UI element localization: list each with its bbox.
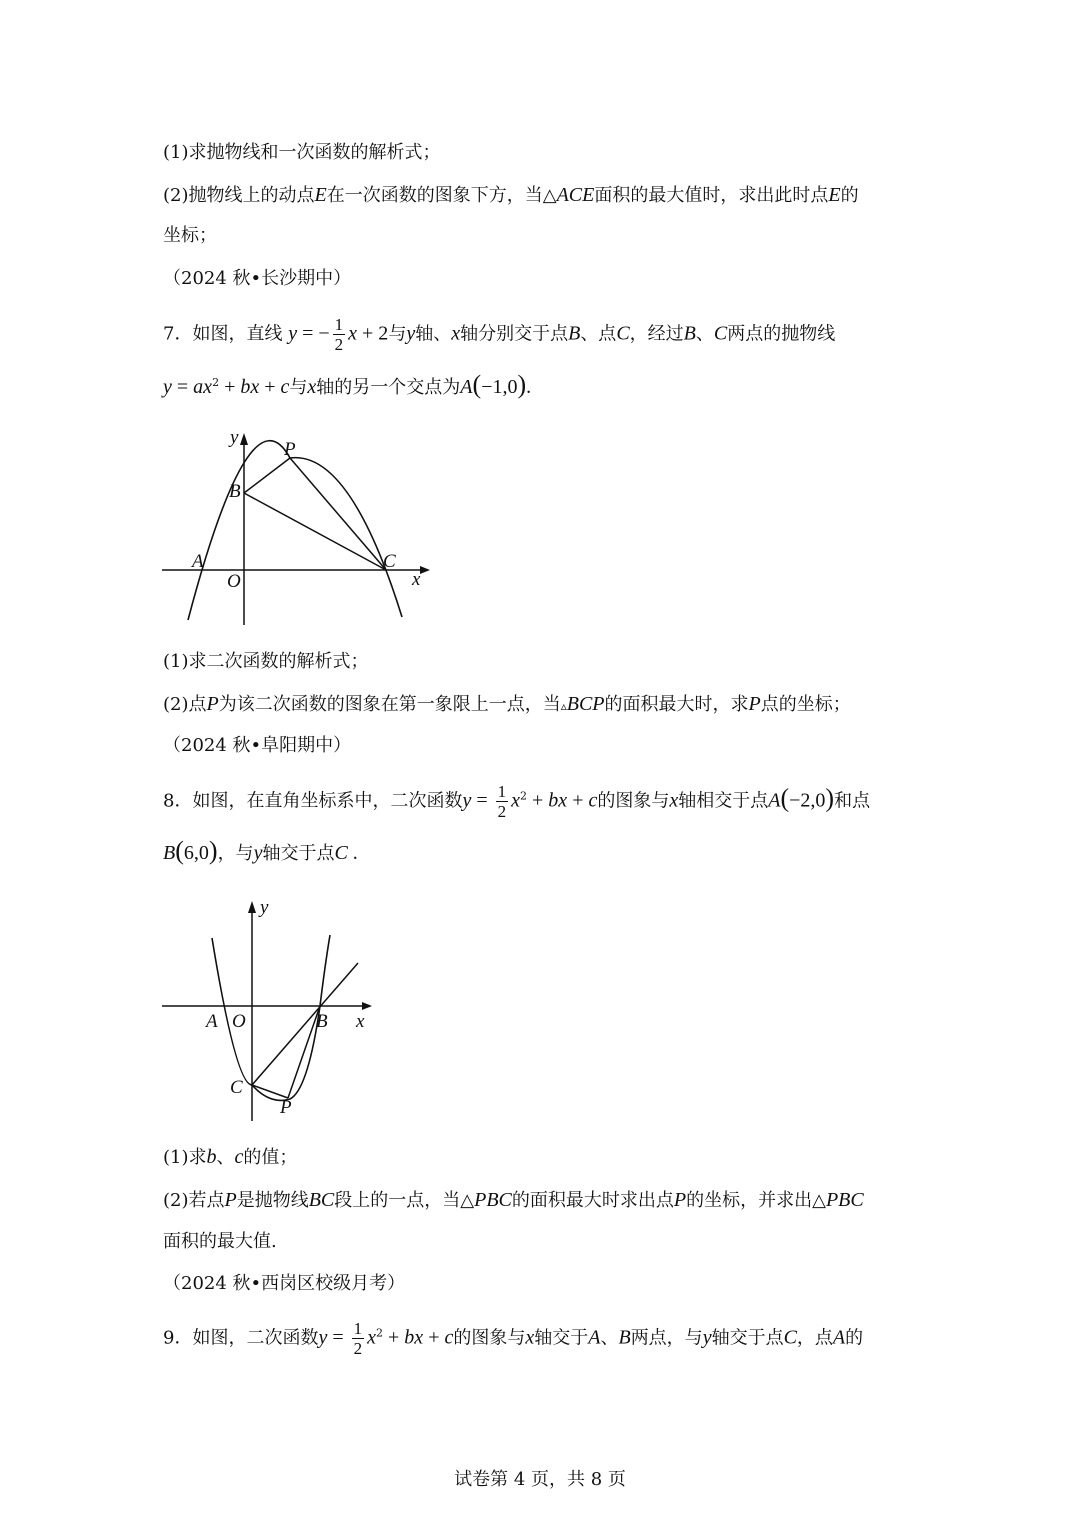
q7-label-x: x (412, 569, 421, 590)
q7-intro-cont: $y = ax^2$ + bx + c与x轴的另一个交点为A(−1,0). (163, 370, 532, 399)
q8-label-b: B (316, 1011, 328, 1032)
q7-label-p: P (284, 439, 296, 460)
q8-label-x: x (356, 1011, 365, 1032)
source-xigang: （2024 秋•西岗区校级月考） (163, 1273, 406, 1294)
q7-line-pc (290, 458, 386, 570)
source-fuyang: （2024 秋•阜阳期中） (163, 735, 352, 756)
q8-part2: (2)若点P是抛物线BC段上的一点，当△PBC的面积最大时求出点P的坐标，并求出△PBC (163, 1189, 864, 1211)
q8-label-a: A (206, 1011, 218, 1032)
q8-label-y: y (260, 897, 269, 918)
q7-figure (150, 425, 440, 635)
q7-label-o: O (227, 571, 241, 592)
q6-part1: (1)求抛物线和一次函数的解析式； (163, 142, 441, 163)
q7-line-bp (244, 458, 290, 493)
q8-figure (150, 895, 390, 1125)
source-changsha: （2024 秋•长沙期中） (163, 268, 352, 289)
fraction-half: $\frac{1}{2}$ (334, 315, 344, 354)
q8-part2-cont: 面积的最大值. (163, 1231, 277, 1252)
q8-label-p: P (280, 1097, 292, 1118)
q7-label-c: C (383, 551, 396, 572)
q8-line-cb (252, 963, 358, 1085)
q7-label-a: A (192, 551, 204, 572)
q7-label-y: y (230, 427, 239, 448)
q7-intro: 7．如图，直线 y = − $\frac{1}{2}$ x + 2与y轴、x轴分别交于点B、点C，经过B、C两点的抛物线 (163, 315, 836, 354)
q7-part1: (1)求二次函数的解析式； (163, 651, 369, 672)
q6-part2: (2)抛物线上的动点E在一次函数的图象下方，当△ACE面积的最大值时，求出此时点E的 (163, 184, 859, 206)
q8-intro: 8．如图，在直角坐标系中，二次函数y = $\frac{1}{2}$ $x^2$ + bx + c的图象与x轴相交于点A(−2,0)和点 (163, 782, 871, 821)
q7-x-arrow (420, 566, 430, 574)
q7-y-arrow (240, 433, 248, 445)
q9-intro: 9．如图，二次函数y = $\frac{1}{2}$ $x^2$ + bx + c的图象与x轴交于A、B两点，与y轴交于点C，点A的 (163, 1319, 864, 1358)
q8-part1: (1)求b、c的值； (163, 1146, 298, 1168)
page-footer: 试卷第 4 页，共 8 页 (454, 1469, 626, 1490)
q7-part2: (2)点P为该二次函数的图象在第一象限上一点，当▵BCP的面积最大时，求P点的坐标； (163, 693, 851, 715)
q8-label-o: O (232, 1011, 246, 1032)
q8-x-arrow (362, 1002, 372, 1010)
q7-line-bc (244, 493, 386, 570)
fraction-half: $\frac{1}{2}$ (497, 782, 507, 821)
q7-parabola (188, 441, 402, 620)
q8-y-arrow (248, 901, 256, 913)
q8-parabola (212, 935, 330, 1100)
q7-label-b: B (229, 481, 241, 502)
q6-part2-cont: 坐标； (163, 225, 217, 246)
q8-label-c: C (230, 1077, 243, 1098)
fraction-half: $\frac{1}{2}$ (353, 1319, 363, 1358)
q8-intro-cont: B(6,0)，与y轴交于点C . (163, 836, 358, 865)
